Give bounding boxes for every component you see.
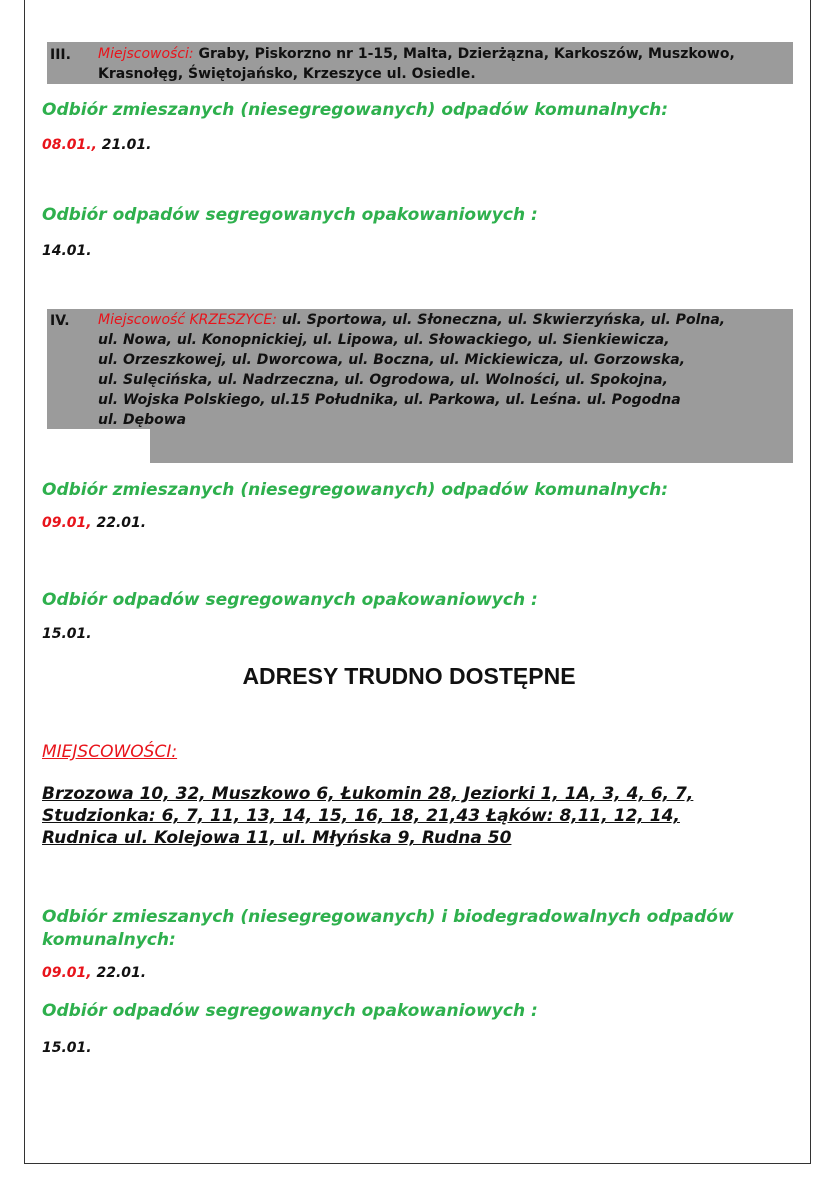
mixed-waste-title-3-line2: komunalnych: <box>42 930 176 950</box>
section-4-line5: ul. Wojska Polskiego, ul.15 Południka, ul. Parkowa, ul. Leśna. ul. Pogodna <box>98 392 681 408</box>
mixed-waste-title-2: Odbiór zmieszanych (niesegregowanych) odpadów komunalnych: <box>42 480 669 500</box>
mixed-date-black-2: 22.01. <box>91 515 147 531</box>
segregated-waste-title-1: Odbiór odpadów segregowanych opakowaniowych : <box>42 205 538 225</box>
section-3-line1 <box>98 44 798 64</box>
mixed-waste-dates-3 <box>42 965 146 981</box>
section-4-streets-1: ul. Sportowa, ul. Słoneczna, ul. Skwierzyńska, ul. Polna, <box>276 312 726 328</box>
segregated-date-1: 14.01. <box>42 243 92 259</box>
hard-addresses-heading: ADRESY TRUDNO DOSTĘPNE <box>242 663 576 689</box>
hard-addresses-list <box>42 783 742 849</box>
section-4-line3: ul. Orzeszkowej, ul. Dworcowa, ul. Boczna, ul. Mickiewicza, ul. Gorzowska, <box>98 352 686 368</box>
segregated-waste-title-2: Odbiór odpadów segregowanych opakowaniowych : <box>42 590 538 610</box>
section-3-localities: Graby, Piskorzno nr 1-15, Malta, Dzierżązna, Karkoszów, Muszkowo, <box>193 46 735 62</box>
section-4-line6: ul. Dębowa <box>98 412 187 428</box>
mixed-date-black-3: 22.01. <box>91 965 147 981</box>
mixed-waste-dates-1 <box>42 137 151 153</box>
mixed-waste-title-1: Odbiór zmieszanych (niesegregowanych) odpadów komunalnych: <box>42 100 669 120</box>
segregated-date-2: 15.01. <box>42 626 92 642</box>
segregated-date-3: 15.01. <box>42 1040 92 1056</box>
mixed-date-red-2: 09.01, <box>42 515 92 531</box>
section-4-header-tail <box>150 429 793 463</box>
section-3-number: III. <box>50 47 71 63</box>
mixed-date-red-3: 09.01, <box>42 965 92 981</box>
localities-label: MIEJSCOWOŚCI: <box>42 742 178 762</box>
section-3-line2: Krasnołęg, Świętojańsko, Krzeszyce ul. Osiedle. <box>98 66 476 82</box>
segregated-waste-title-3: Odbiór odpadów segregowanych opakowaniowych : <box>42 1001 538 1021</box>
section-4-line1 <box>98 310 792 330</box>
hard-addresses-line1: Brzozowa 10, 32, Muszkowo 6, Łukomin 28, Jeziorki 1, 1A, 3, 4, 6, 7, <box>42 784 694 804</box>
mixed-waste-dates-2 <box>42 515 146 531</box>
section-4-line4: ul. Sulęcińska, ul. Nadrzeczna, ul. Ogrodowa, ul. Wolności, ul. Spokojna, <box>98 372 668 388</box>
section-4-line2: ul. Nowa, ul. Konopnickiej, ul. Lipowa, ul. Słowackiego, ul. Sienkiewicza, <box>98 332 670 348</box>
section-3-label: Miejscowości: <box>98 46 194 62</box>
page-border <box>24 0 811 1164</box>
mixed-waste-title-3-line1: Odbiór zmieszanych (niesegregowanych) i biodegradowalnych odpadów <box>42 907 734 927</box>
mixed-date-red-1: 08.01., <box>42 137 97 153</box>
mixed-date-black-1: 21.01. <box>96 137 152 153</box>
section-4-label: Miejscowość KRZESZYCE: <box>98 312 277 328</box>
section-4-number: IV. <box>50 313 70 329</box>
hard-addresses-line3: Rudnica ul. Kolejowa 11, ul. Młyńska 9, Rudna 50 <box>42 828 512 848</box>
hard-addresses-line2: Studzionka: 6, 7, 11, 13, 14, 15, 16, 18, 21,43 Łąków: 8,11, 12, 14, <box>42 806 680 826</box>
